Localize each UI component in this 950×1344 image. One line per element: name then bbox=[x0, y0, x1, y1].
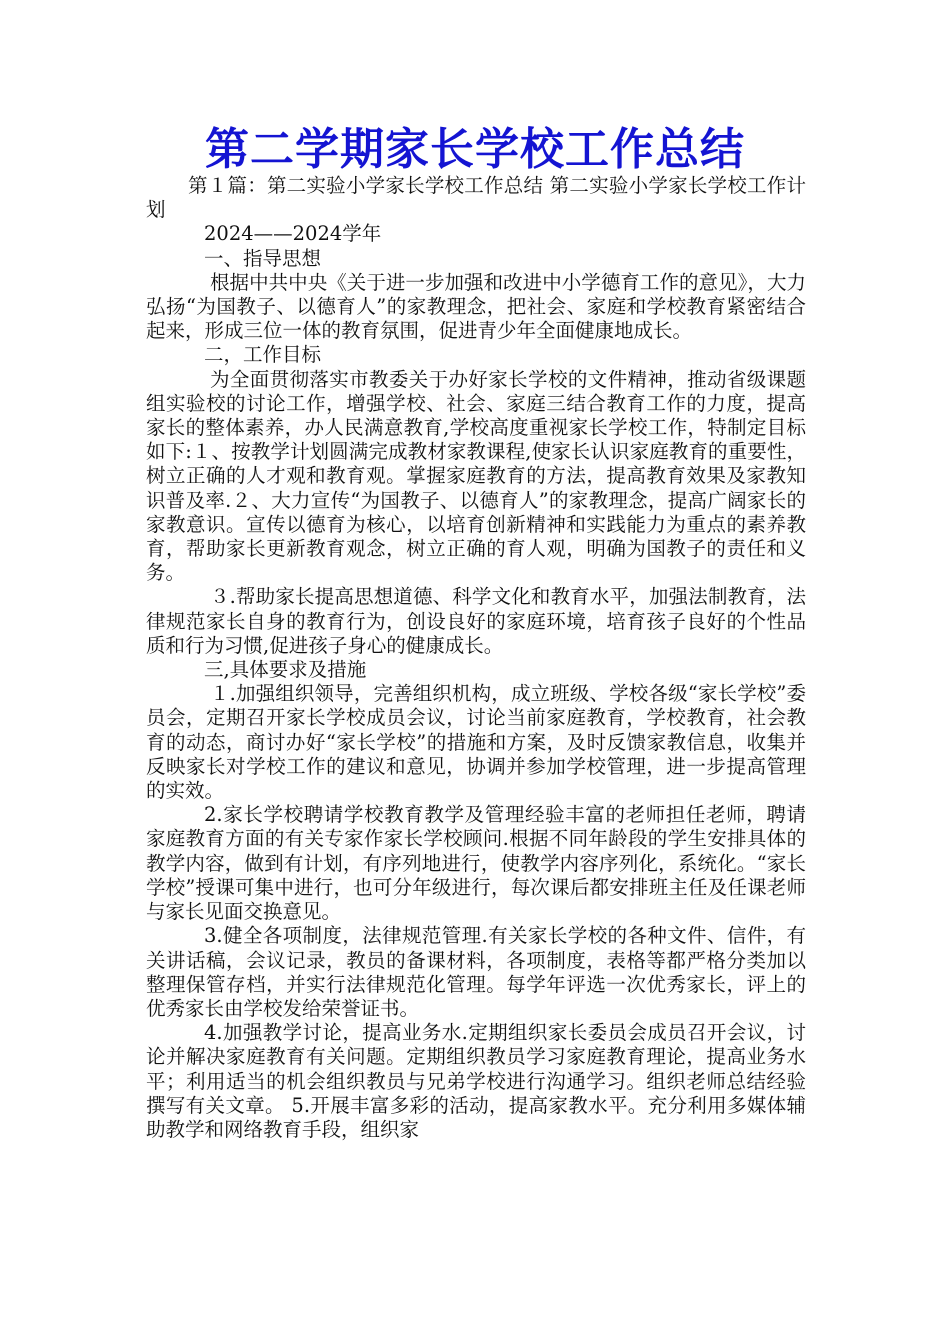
paragraph: 3.健全各项制度，法律规范管理.有关家长学校的各种文件、信件，有关讲话稿，会议记录，教员的备课材料，各项制度，表格等都严格分类加以整理保管存档，并实行法律规范化管理。每学年评选一次优秀家长，评上的优秀家长由学校发给荣誉证书。 bbox=[146, 924, 806, 1020]
paragraph: １.加强组织领导，完善组织机构，成立班级、学校各级“家长学校”委员会，定期召开家长学校成员会议，讨论当前家庭教育，学校教育，社会教育的动态，商讨办好“家长学校”的措施和方案，及时反馈家教信息，收集并反映家长对学校工作的建议和意见，协调并参加学校管理，进一步提高管理的实效。 bbox=[146, 682, 806, 803]
paragraph: 2.家长学校聘请学校教育教学及管理经验丰富的老师担任老师，聘请家庭教育方面的有关专家作家长学校顾问.根据不同年龄段的学生安排具体的教学内容，做到有计划，有序列地进行，使教学内容序列化，系统化。“家长学校”授课可集中进行，也可分年级进行，每次课后都安排班主任及任课老师与家长见面交换意见。 bbox=[146, 803, 806, 924]
paragraph: 为全面贯彻落实市教委关于办好家长学校的文件精神，推动省级课题组实验校的讨论工作，增强学校、社会、家庭三结合教育工作的力度，提高家长的整体素养，办人民满意教育,学校高度重视家长学校工作，特制定目标如下:１、按教学计划圆满完成教材家教课程,使家长认识家庭教育的重要性，树立正确的人才观和教育观。掌握家庭教育的方法，提高教育效果及家教知识普及率.２、大力宣传“为国教子、以德育人”的家教理念，提高广阔家长的家教意识。宣传以德育为核心，以培育创新精神和实践能力为重点的素养教育，帮助家长更新教育观念，树立正确的育人观，明确为国教子的责任和义务。 bbox=[146, 367, 806, 585]
paragraph: 第１篇：第二实验小学家长学校工作总结 第二实验小学家长学校工作计划 bbox=[146, 174, 806, 222]
paragraph: 根据中共中央《关于进一步加强和改进中小学德育工作的意见》，大力弘扬“为国教子、以德育人”的家教理念，把社会、家庭和学校教育紧密结合起来，形成三位一体的教育氛围，促进青少年全面健康地成长。 bbox=[146, 270, 806, 343]
paragraph: 二，工作目标 bbox=[204, 343, 322, 367]
paragraph: 一、指导思想 bbox=[204, 246, 322, 270]
paragraph: 4.加强教学讨论，提高业务水.定期组织家长委员会成员召开会议，讨论并解决家庭教育有关问题。定期组织教员学习家庭教育理论，提高业务水平；利用适当的机会组织教员与兄弟学校进行沟通学习。组织老师总结经验撰写有关文章。 5.开展丰富多彩的活动，提高家教水平。充分利用多媒体辅助教学和网络教育手段，组织家 bbox=[146, 1021, 806, 1141]
document-body bbox=[146, 174, 806, 1142]
document-title: 第二学期家长学校工作总结 bbox=[205, 124, 745, 175]
paragraph: 2024——2024学年 bbox=[204, 222, 382, 246]
paragraph: 三,具体要求及措施 bbox=[204, 658, 367, 682]
paragraph: ３.帮助家长提高思想道德、科学文化和教育水平，加强法制教育，法律规范家长自身的教育行为，创设良好的家庭环境，培育孩子良好的个性品质和行为习惯,促进孩子身心的健康成长。 bbox=[146, 585, 806, 657]
